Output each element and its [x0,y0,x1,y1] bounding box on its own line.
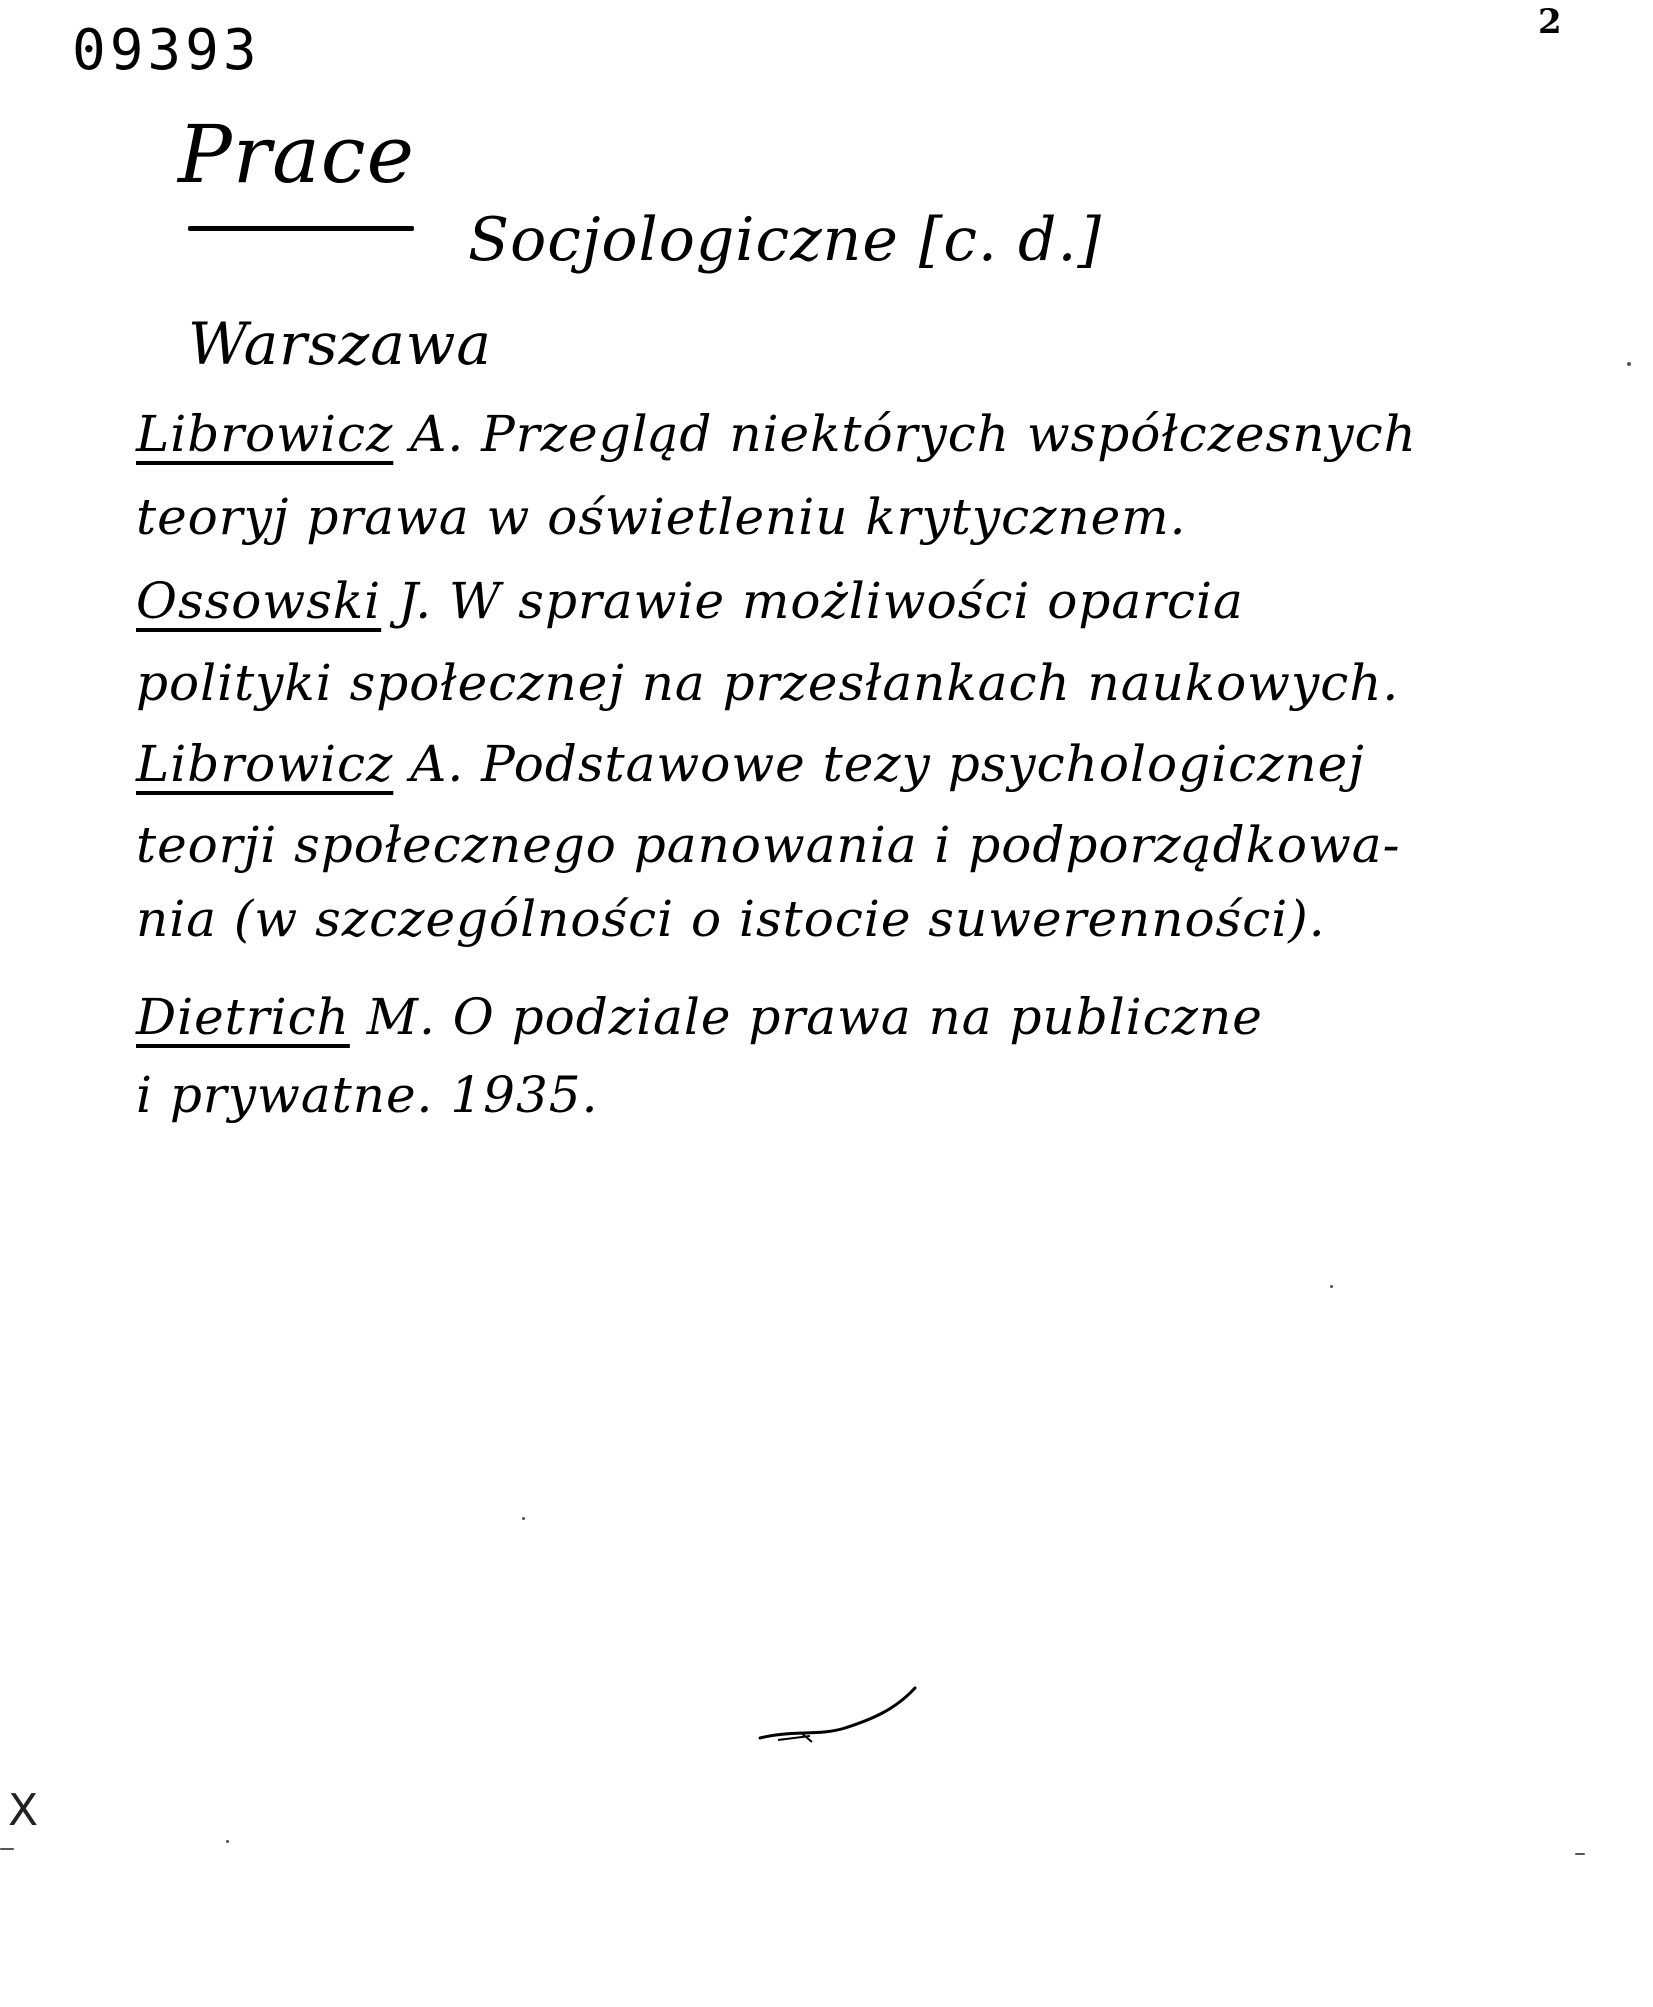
entry-2-line-2: polityki społecznej na przesłankach naukowych. [136,654,1400,712]
place-heading: Warszawa [188,310,493,378]
entry-1-line-1 [136,405,1417,463]
entry-1-author: Librowicz [136,405,394,463]
entry-3-line-3: nia (w szczególności o istocie suwerenności). [136,890,1326,948]
entry-2-title-start: J. W sprawie możliwości oparcia [381,572,1244,630]
title-sub: Socjologiczne [c. d.] [468,205,1102,275]
scan-speck [522,1517,525,1520]
page-number: 2 [1538,2,1562,42]
entry-1-line-2: teoryj prawa w oświetleniu krytycznem. [136,488,1187,546]
entry-2-line-1 [136,572,1244,630]
entry-3-author: Librowicz [136,735,394,793]
scan-speck [226,1840,229,1843]
margin-x-mark: X [8,1785,39,1836]
entry-4-title-start: M. O podziale prawa na publiczne [349,988,1263,1046]
title-main: Prace [178,108,415,201]
scan-speck [1330,1285,1333,1288]
scan-speck [1627,362,1631,366]
scan-speck [1575,1853,1585,1855]
entry-4-line-2: i prywatne. 1935. [136,1066,599,1124]
entry-1-title-start: A. Przegląd niektórych współczesnych [393,405,1417,463]
signature-flourish [750,1680,930,1760]
catalog-number: 09393 [72,18,261,83]
entry-3-line-2: teorji społecznego panowania i podporządkowa- [136,816,1401,874]
scan-speck [0,1848,14,1850]
entry-4-author: Dietrich [136,988,350,1046]
entry-3-line-1 [136,735,1365,793]
entry-2-author: Ossowski [136,572,382,630]
entry-4-line-1 [136,988,1263,1046]
title-underline [188,226,414,231]
entry-3-title-start: A. Podstawowe tezy psychologicznej [393,735,1365,793]
